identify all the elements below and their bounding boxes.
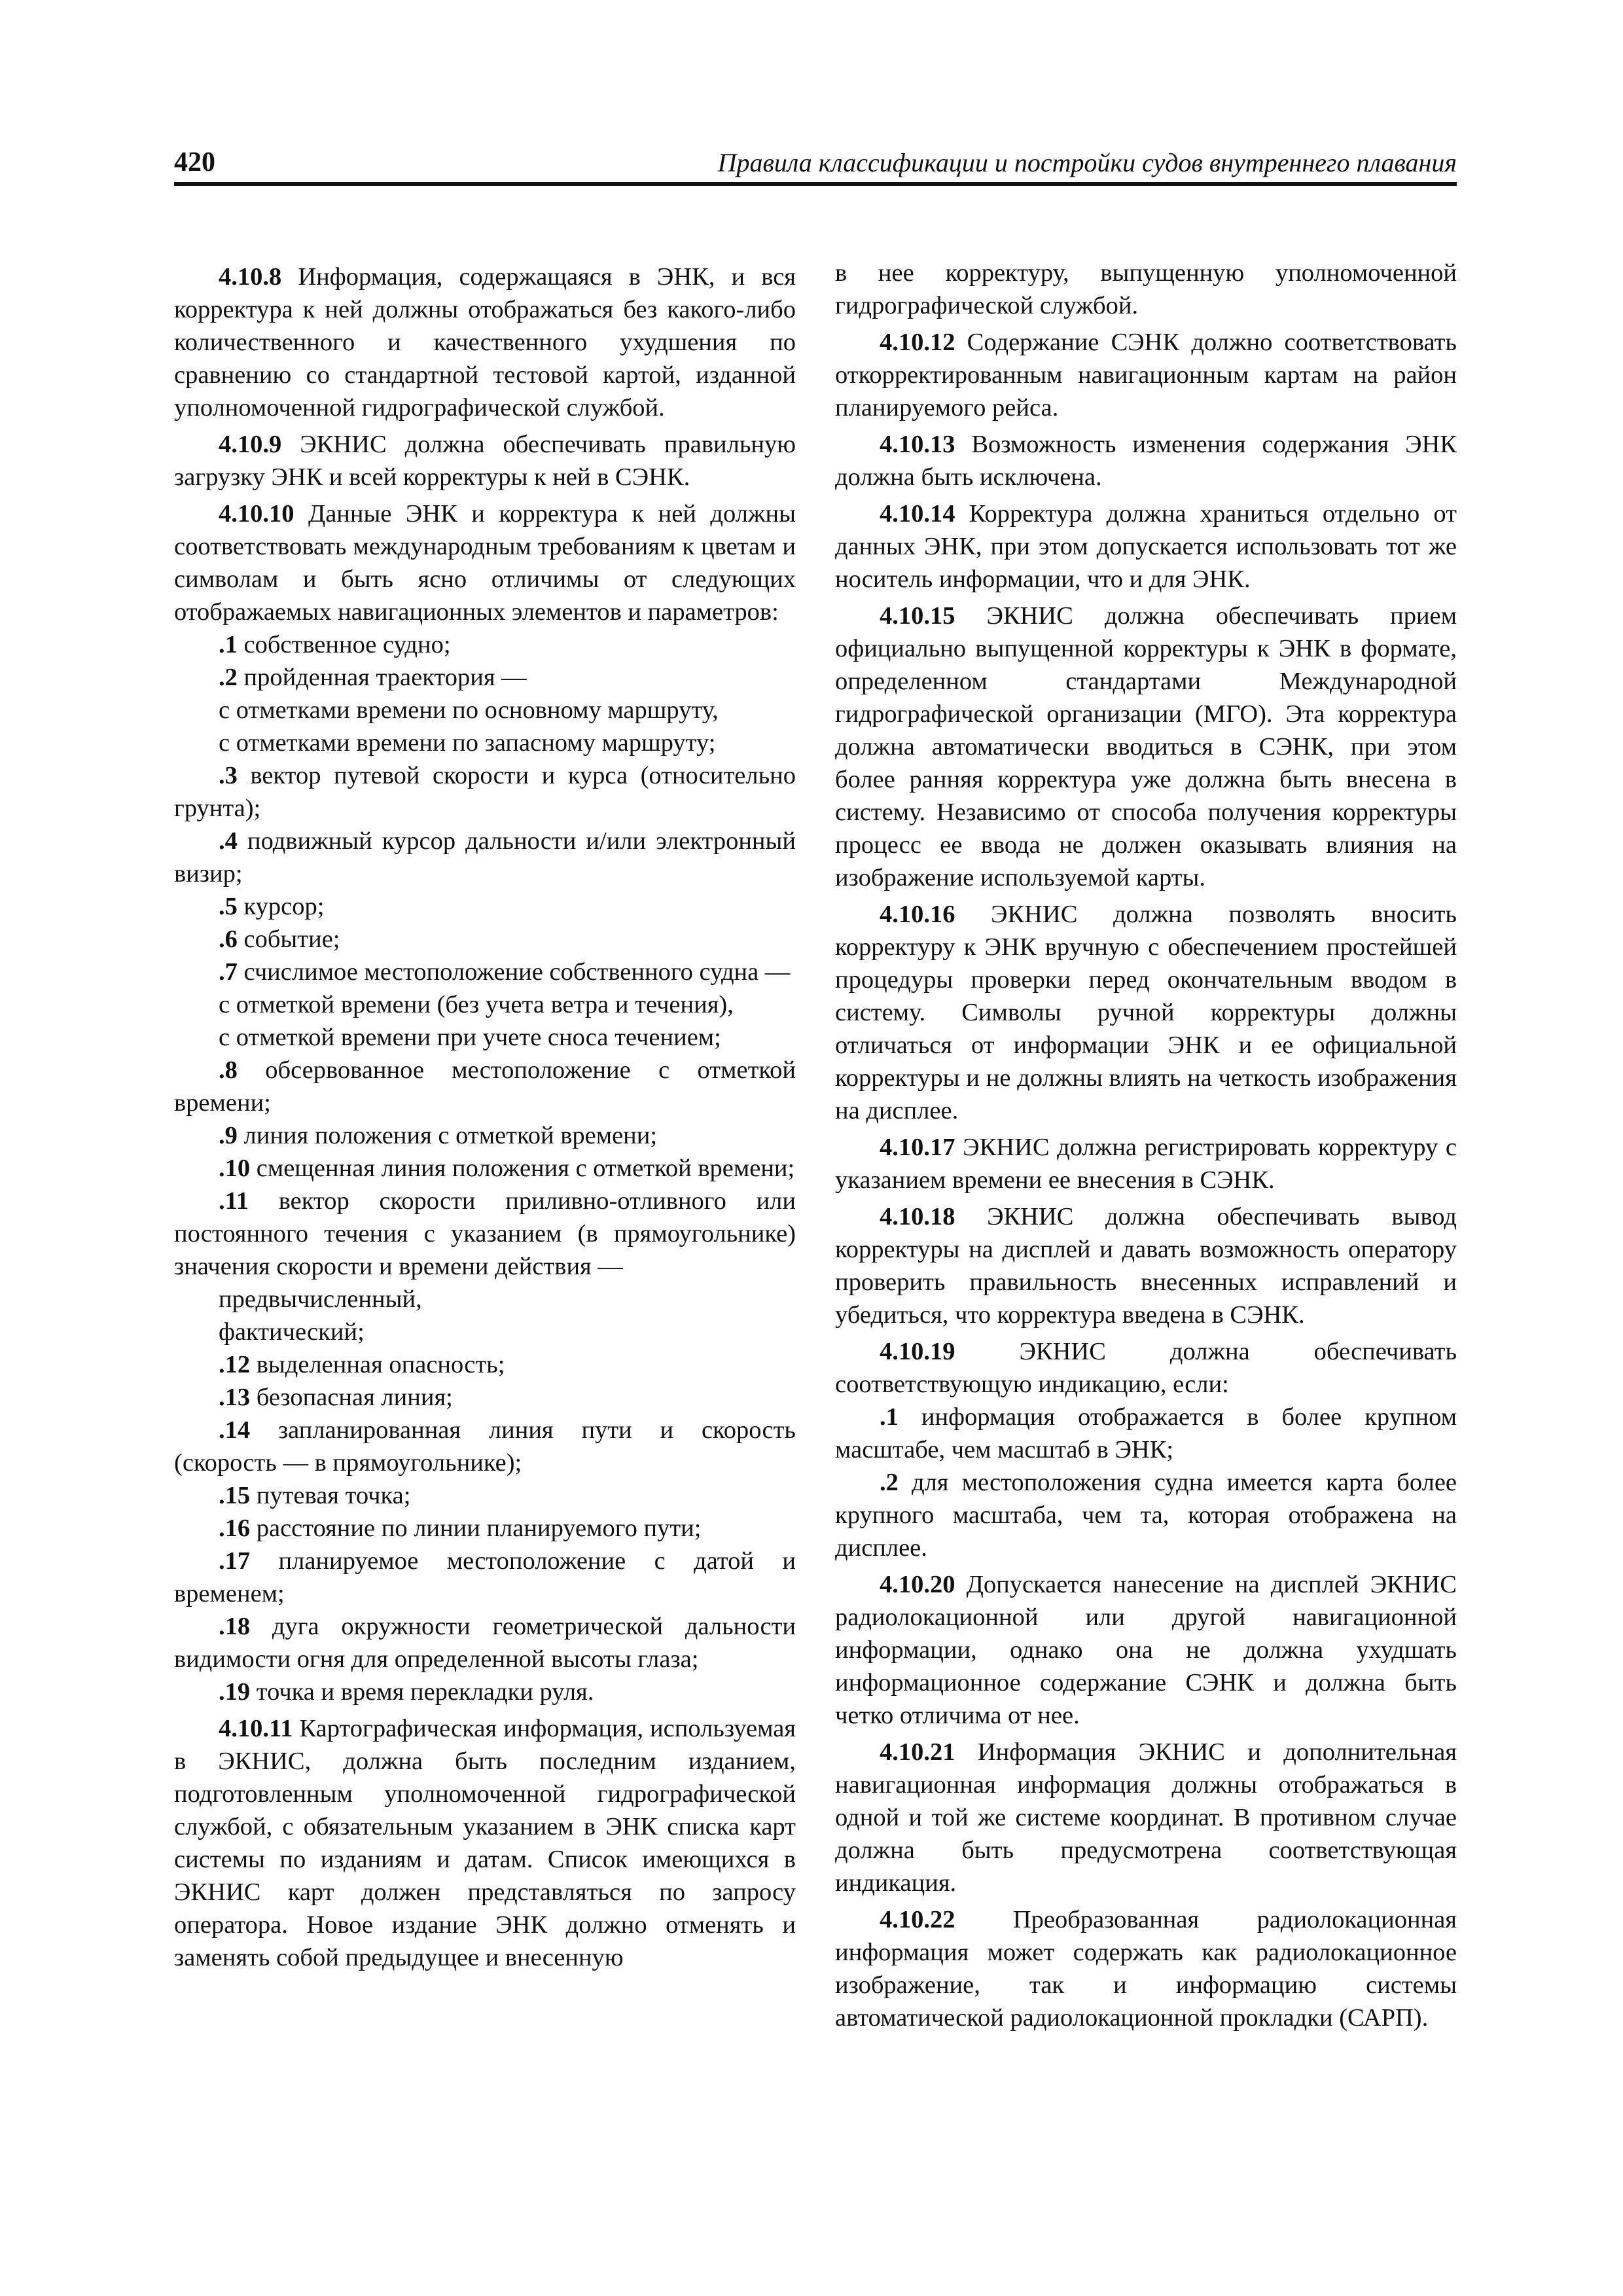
paragraph-text: смещенная линия положения с отметкой времени;: [250, 1155, 795, 1182]
paragraph-text: путевая точка;: [250, 1482, 411, 1509]
paragraph-text: планируемое местоположение с датой и временем;: [174, 1547, 796, 1607]
paragraph-text: ЭКНИС должна обеспечивать вывод корректуры на дисплей и давать возможность оператору проверить правильность внесенных исправлений и убедиться, что корректура введена в СЭНК.: [835, 1203, 1457, 1329]
section-paragraph: [835, 1568, 1457, 1732]
paragraph-number: 4.10.22: [880, 1906, 955, 1933]
section-paragraph: [835, 898, 1457, 1127]
paragraph-text: дуга окружности геометрической дальности видимости огня для определенной высоты глаза;: [174, 1613, 796, 1673]
paragraph-number: 4.10.15: [880, 602, 955, 630]
paragraph-number: .13: [219, 1384, 251, 1411]
section-paragraph: [174, 1712, 796, 1974]
paragraph-text: собственное судно;: [237, 631, 451, 658]
right-column: [835, 257, 1457, 2034]
list-item: [174, 923, 796, 956]
paragraph-number: .19: [219, 1678, 251, 1706]
paragraph-number: .16: [219, 1515, 251, 1542]
list-item: [174, 1152, 796, 1185]
section-paragraph: [835, 1200, 1457, 1331]
paragraph: [174, 1021, 796, 1054]
paragraph-text: событие;: [237, 925, 340, 953]
paragraph-text: пройденная траектория —: [237, 664, 527, 691]
paragraph-number: 4.10.10: [219, 500, 294, 528]
paragraph-number: .11: [219, 1187, 249, 1215]
list-item: [174, 1185, 796, 1283]
list-item: [835, 1401, 1457, 1466]
page-header: [174, 143, 1457, 186]
paragraph: [174, 988, 796, 1021]
paragraph-text: с отметкой времени при учете сноса течением;: [219, 1024, 721, 1051]
running-title: Правила классификации и постройки судов внутреннего плавания: [717, 148, 1457, 177]
paragraph-number: .1: [219, 631, 238, 658]
paragraph-text: в нее корректуру, выпущенную уполномоченной гидрографической службой.: [835, 259, 1457, 319]
paragraph-number: 4.10.9: [219, 431, 282, 458]
paragraph-number: .15: [219, 1482, 251, 1509]
paragraph-text: обсервованное местоположение с отметкой времени;: [174, 1056, 796, 1117]
page-number: 420: [174, 147, 215, 177]
list-item: [174, 1348, 796, 1381]
paragraph-text: предвычисленный,: [219, 1285, 422, 1313]
paragraph-text: ЭКНИС должна обеспечивать соответствующую индикацию, если:: [835, 1338, 1457, 1398]
paragraph-text: курсор;: [237, 893, 325, 920]
list-item: [174, 661, 796, 694]
list-item: [174, 956, 796, 988]
paragraph-text: Картографическая информация, используемая в ЭКНИС, должна быть последним изданием, подготовленным уполномоченной гидрографической службой, с обязательным указанием в ЭНК списка карт системы по изданиям и датам. Список имеющихся в ЭКНИС карт должен представляться по запросу оператора. Новое издание ЭНК должно отменять и заменять собой предыдущее и внесенную: [174, 1715, 796, 1971]
list-item: [835, 1466, 1457, 1564]
paragraph-text: Данные ЭНК и корректура к ней должны соответствовать международным требованиям к цветам и символам и быть ясно отличимы от следующих отображаемых навигационных элементов и параметров:: [174, 500, 796, 626]
paragraph-number: 4.10.13: [880, 431, 955, 458]
paragraph-text: ЭКНИС должна обеспечивать прием официально выпущенной корректуры к ЭНК в формате, определенном стандартами Международной гидрографической организации (МГО). Эта корректура должна автоматически вводиться в СЭНК, при этом более ранняя корректура уже должна быть внесена в систему. Независимо от способа получения корректуры процесс ее ввода не должен оказывать влияния на изображение используемой карты.: [835, 602, 1457, 891]
section-paragraph: [835, 1131, 1457, 1196]
paragraph-text: для местоположения судна имеется карта более крупного масштаба, чем та, которая отображена на дисплее.: [835, 1469, 1457, 1562]
paragraph-number: .2: [880, 1469, 899, 1496]
paragraph-number: .8: [219, 1056, 238, 1084]
paragraph-text: ЭКНИС должна обеспечивать правильную загрузку ЭНК и всей корректуры к ней в СЭНК.: [174, 431, 796, 491]
paragraph-text: выделенная опасность;: [250, 1351, 505, 1378]
list-item: [174, 1512, 796, 1545]
paragraph-text: запланированная линия пути и скорость (скорость — в прямоугольнике);: [174, 1416, 796, 1477]
section-paragraph: [174, 428, 796, 493]
paragraph-number: 4.10.17: [880, 1134, 955, 1161]
paragraph-number: .2: [219, 664, 238, 691]
list-item: [174, 1479, 796, 1512]
section-paragraph: [835, 497, 1457, 596]
paragraph-number: 4.10.20: [880, 1571, 955, 1598]
paragraph-text: вектор путевой скорости и курса (относительно грунта);: [174, 762, 796, 822]
list-item: [174, 1545, 796, 1610]
paragraph-number: .5: [219, 893, 238, 920]
paragraph: [174, 1283, 796, 1316]
section-paragraph: [835, 1335, 1457, 1401]
list-item: [174, 890, 796, 923]
paragraph-number: 4.10.18: [880, 1203, 955, 1230]
list-item: [174, 1414, 796, 1479]
paragraph-number: .3: [219, 762, 238, 789]
paragraph: [174, 694, 796, 726]
list-item: [174, 759, 796, 825]
paragraph-text: с отметками времени по основному маршруту,: [219, 696, 719, 724]
paragraph-text: ЭКНИС должна регистрировать корректуру с указанием времени ее внесения в СЭНК.: [835, 1134, 1457, 1194]
paragraph-number: .17: [219, 1547, 251, 1575]
section-paragraph: [835, 1736, 1457, 1899]
paragraph-number: .1: [880, 1403, 899, 1431]
list-item: [174, 1381, 796, 1414]
section-paragraph: [174, 260, 796, 424]
paragraph-text: Допускается нанесение на дисплей ЭКНИС радиолокационной или другой навигационной информации, однако она не должна ухудшать информационное содержание СЭНК и должна быть четко отличима от нее.: [835, 1571, 1457, 1729]
paragraph-text: информация отображается в более крупном масштабе, чем масштаб в ЭНК;: [835, 1403, 1457, 1463]
paragraph-number: .10: [219, 1155, 251, 1182]
paragraph-number: .18: [219, 1613, 251, 1640]
paragraph-text: Возможность изменения содержания ЭНК должна быть исключена.: [835, 431, 1457, 491]
paragraph-text: счислимое местоположение собственного судна —: [237, 958, 791, 986]
paragraph-text: Корректура должна храниться отдельно от данных ЭНК, при этом допускается использовать тот же носитель информации, что и для ЭНК.: [835, 500, 1457, 593]
paragraph-number: 4.10.8: [219, 263, 282, 291]
paragraph: [835, 257, 1457, 322]
paragraph-number: 4.10.21: [880, 1738, 955, 1766]
list-item: [174, 1676, 796, 1708]
list-item: [174, 628, 796, 661]
paragraph-number: 4.10.11: [219, 1715, 293, 1742]
paragraph-number: .4: [219, 827, 238, 855]
paragraph-text: ЭКНИС должна позволять вносить корректуру к ЭНК вручную с обеспечением простейшей процедуры проверки перед окончательным вводом в систему. Символы ручной корректуры должны отличаться от информации ЭНК и ее официальной корректуры и не должны влиять на четкость изображения на дисплее.: [835, 901, 1457, 1124]
paragraph-text: линия положения с отметкой времени;: [237, 1122, 658, 1149]
paragraph-number: 4.10.16: [880, 901, 955, 928]
paragraph-text: расстояние по линии планируемого пути;: [250, 1515, 702, 1542]
paragraph-number: 4.10.12: [880, 329, 955, 356]
list-item: [174, 1610, 796, 1676]
paragraph: [174, 1316, 796, 1348]
paragraph-text: подвижный курсор дальности и/или электронный визир;: [174, 827, 796, 888]
list-item: [174, 1054, 796, 1119]
paragraph-text: фактический;: [219, 1318, 365, 1346]
section-paragraph: [835, 326, 1457, 424]
paragraph-number: .7: [219, 958, 238, 986]
paragraph-text: с отметкой времени (без учета ветра и течения),: [219, 991, 734, 1018]
section-paragraph: [174, 497, 796, 628]
paragraph-text: с отметками времени по запасному маршруту;: [219, 729, 716, 757]
paragraph-text: Информация ЭКНИС и дополнительная навигационная информация должны отображаться в одной и той же системе координат. В противном случае должна быть предусмотрена соответствующая индикация.: [835, 1738, 1457, 1897]
paragraph-text: Информация, содержащаяся в ЭНК, и вся корректура к ней должны отображаться без какого-либо количественного и качественного ухудшения по сравнению со стандартной тестовой картой, изданной уполномоченной гидрографической службой.: [174, 263, 796, 422]
section-paragraph: [835, 600, 1457, 894]
paragraph-number: .9: [219, 1122, 238, 1149]
paragraph-text: безопасная линия;: [250, 1384, 453, 1411]
paragraph-number: .14: [219, 1416, 251, 1444]
paragraph-text: Преобразованная радиолокационная информация может содержать как радиолокационное изображение, так и информацию системы автоматической радиолокационной прокладки (САРП).: [835, 1906, 1457, 2032]
paragraph-number: 4.10.19: [880, 1338, 955, 1365]
section-paragraph: [835, 1903, 1457, 2034]
paragraph-text: вектор скорости приливно-отливного или постоянного течения с указанием (в прямоугольнике) значения скорости и времени действия —: [174, 1187, 796, 1280]
paragraph-number: 4.10.14: [880, 500, 955, 528]
paragraph: [174, 726, 796, 759]
paragraph-number: .6: [219, 925, 238, 953]
left-column: [174, 257, 796, 1974]
list-item: [174, 1119, 796, 1152]
section-paragraph: [835, 428, 1457, 493]
paragraph-text: Содержание СЭНК должно соответствовать откорректированным навигационным картам на район планируемого рейса.: [835, 329, 1457, 422]
paragraph-number: .12: [219, 1351, 251, 1378]
list-item: [174, 825, 796, 890]
paragraph-text: точка и время перекладки руля.: [250, 1678, 594, 1706]
